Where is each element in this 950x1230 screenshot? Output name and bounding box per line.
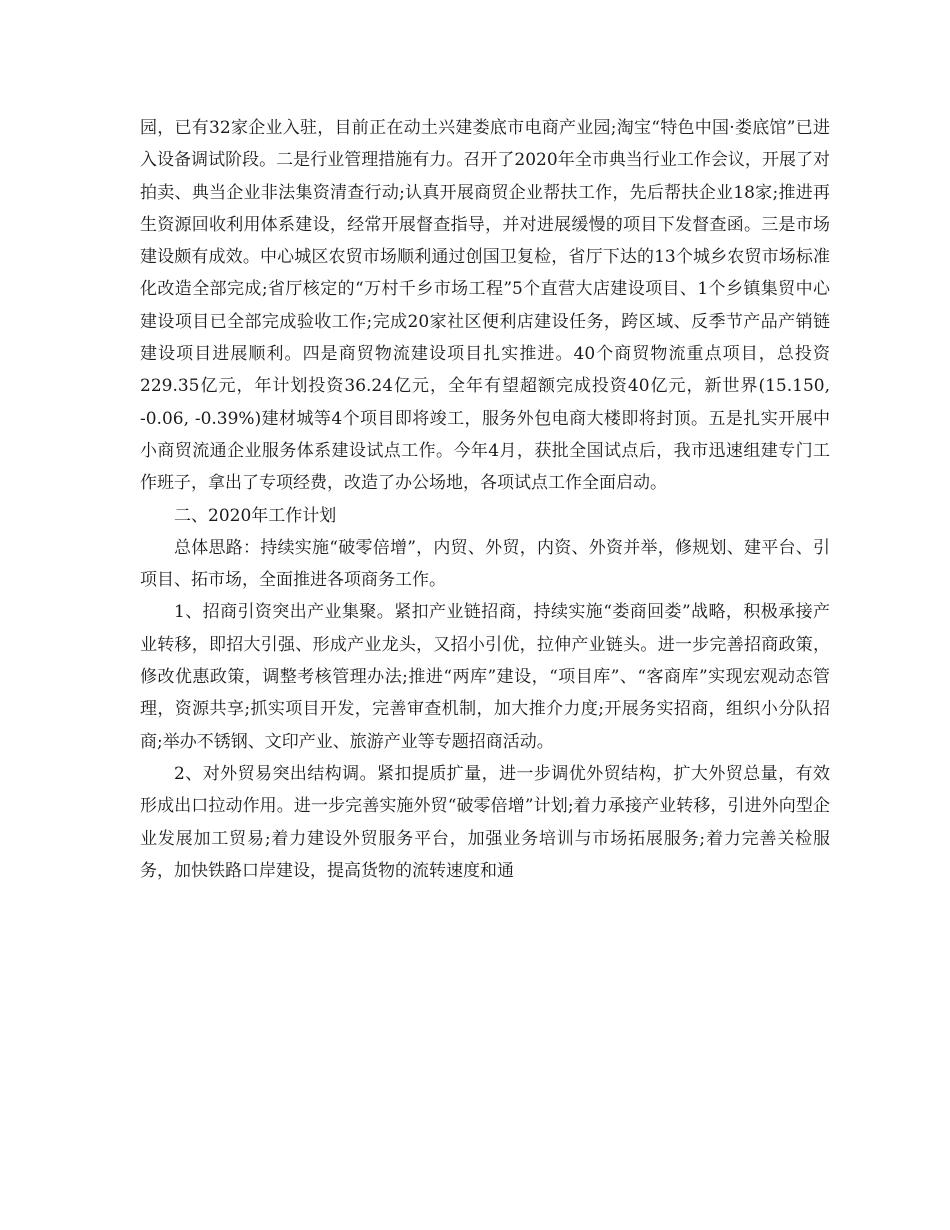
document-page (140, 112, 830, 887)
paragraph-item-1: 1、招商引资突出产业集聚。紧扣产业链招商，持续实施“娄商回娄”战略，积极承接产业转移，即招大引强、形成产业龙头，又招小引优，拉伸产业链头。进一步完善招商政策，修改优惠政策，调整考核管理办法;推进“两库”建设，“项目库”、“客商库”实现宏观动态管理，资源共享;抓实项目开发，完善审查机制，加大推介力度;开展务实招商，组织小分队招商;举办不锈钢、文印产业、旅游产业等专题招商活动。 (140, 602, 830, 752)
paragraph-overall-idea: 总体思路：持续实施“破零倍增”，内贸、外贸，内资、外资并举，修规划、建平台、引项目、拓市场，全面推进各项商务工作。 (140, 537, 830, 591)
paragraph-item-2: 2、对外贸易突出结构调。紧扣提质扩量，进一步调优外贸结构，扩大外贸总量，有效形成出口拉动作用。进一步完善实施外贸“破零倍增”计划;着力承接产业转移，引进外向型企业发展加工贸易;着力建设外贸服务平台，加强业务培训与市场拓展服务;着力完善关检服务，加快铁路口岸建设，提高货物的流转速度和通 (140, 763, 830, 881)
paragraph-continuation: 园，已有32家企业入驻，目前正在动土兴建娄底市电商产业园;淘宝“特色中国·娄底馆”已进入设备调试阶段。二是行业管理措施有力。召开了2020年全市典当行业工作会议，开展了对拍卖、典当企业非法集资清查行动;认真开展商贸企业帮扶工作，先后帮扶企业18家;推进再生资源回收利用体系建设，经常开展督查指导，并对进展缓慢的项目下发督查函。三是市场建设颇有成效。中心城区农贸市场顺利通过创国卫复检，省厅下达的13个城乡农贸市场标准化改造全部完成;省厅核定的“万村千乡市场工程”5个直营大店建设项目、1个乡镇集贸中心建设项目已全部完成验收工作;完成20家社区便利店建设任务，跨区域、反季节产品产销链建设项目进展顺利。四是商贸物流建设项目扎实推进。40个商贸物流重点项目，总投资229.35亿元，年计划投资36.24亿元，全年有望超额完成投资40亿元，新世界(15.150, -0.06, -0.39%)建材城等4个项目即将竣工，服务外包电商大楼即将封顶。五是扎实开展中小商贸流通企业服务体系建设试点工作。今年4月，获批全国试点后，我市迅速组建专门工作班子，拿出了专项经费，改造了办公场地，各项试点工作全面启动。 (140, 118, 830, 494)
section-heading: 二、2020年工作计划 (174, 505, 337, 526)
